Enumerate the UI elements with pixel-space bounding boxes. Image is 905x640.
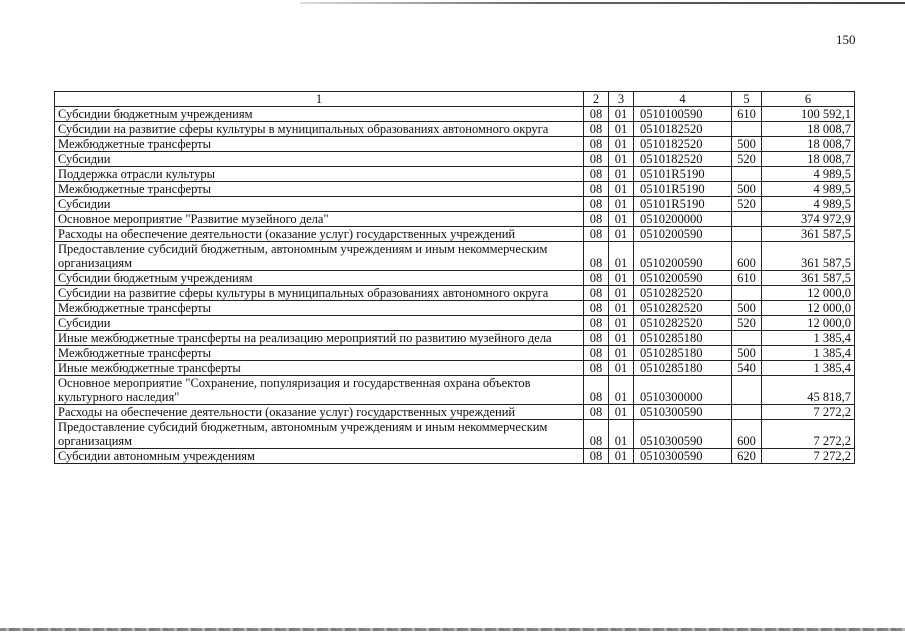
- row-expense-type: 520: [732, 197, 762, 212]
- row-subsection: 01: [609, 331, 634, 346]
- row-target-code: 05101R5190: [634, 167, 732, 182]
- row-subsection: 01: [609, 227, 634, 242]
- row-name: Основное мероприятие "Сохранение, популяризация и государственная охрана объектов культурного наследия": [55, 376, 584, 405]
- row-name: Субсидии: [55, 152, 584, 167]
- row-subsection: 01: [609, 182, 634, 197]
- table-row: [55, 242, 855, 271]
- row-target-code: 0510282520: [634, 301, 732, 316]
- table-row: [55, 449, 855, 464]
- row-expense-type: 620: [732, 449, 762, 464]
- header-col-1: 1: [55, 92, 584, 107]
- table-row: [55, 167, 855, 182]
- row-subsection: 01: [609, 346, 634, 361]
- row-target-code: 0510282520: [634, 286, 732, 301]
- table-row: [55, 197, 855, 212]
- row-amount: 374 972,9: [762, 212, 855, 227]
- row-expense-type: 500: [732, 301, 762, 316]
- row-amount: 18 008,7: [762, 122, 855, 137]
- row-name: Межбюджетные трансферты: [55, 301, 584, 316]
- row-section: 08: [584, 316, 609, 331]
- budget-table: [54, 91, 855, 464]
- row-target-code: 05101R5190: [634, 197, 732, 212]
- row-expense-type: 520: [732, 152, 762, 167]
- header-col-2: 2: [584, 92, 609, 107]
- row-name: Субсидии бюджетным учреждениям: [55, 271, 584, 286]
- row-name: Расходы на обеспечение деятельности (оказание услуг) государственных учреждений: [55, 405, 584, 420]
- row-amount: 7 272,2: [762, 420, 855, 449]
- table-row: [55, 137, 855, 152]
- row-subsection: 01: [609, 301, 634, 316]
- row-name: Иные межбюджетные трансферты: [55, 361, 584, 376]
- row-subsection: 01: [609, 449, 634, 464]
- row-expense-type: 540: [732, 361, 762, 376]
- row-expense-type: 500: [732, 182, 762, 197]
- table-row: [55, 286, 855, 301]
- row-amount: 361 587,5: [762, 271, 855, 286]
- row-section: 08: [584, 182, 609, 197]
- table-row: [55, 331, 855, 346]
- row-expense-type: 610: [732, 271, 762, 286]
- row-target-code: 0510200590: [634, 242, 732, 271]
- row-name: Предоставление субсидий бюджетным, автономным учреждениям и иным некоммерческим организациям: [55, 420, 584, 449]
- row-name: Субсидии: [55, 197, 584, 212]
- row-subsection: 01: [609, 167, 634, 182]
- row-subsection: 01: [609, 137, 634, 152]
- row-expense-type: 500: [732, 346, 762, 361]
- row-amount: 12 000,0: [762, 286, 855, 301]
- row-section: 08: [584, 301, 609, 316]
- row-expense-type: [732, 331, 762, 346]
- table-row: [55, 227, 855, 242]
- table-row: [55, 346, 855, 361]
- row-target-code: 0510285180: [634, 346, 732, 361]
- table-row: [55, 316, 855, 331]
- row-subsection: 01: [609, 286, 634, 301]
- header-col-3: 3: [609, 92, 634, 107]
- row-amount: 100 592,1: [762, 107, 855, 122]
- row-subsection: 01: [609, 107, 634, 122]
- row-amount: 18 008,7: [762, 152, 855, 167]
- row-section: 08: [584, 137, 609, 152]
- row-subsection: 01: [609, 152, 634, 167]
- row-target-code: 0510300590: [634, 405, 732, 420]
- row-expense-type: [732, 286, 762, 301]
- row-section: 08: [584, 346, 609, 361]
- row-section: 08: [584, 361, 609, 376]
- table-row: [55, 122, 855, 137]
- row-expense-type: [732, 376, 762, 405]
- row-section: 08: [584, 212, 609, 227]
- row-section: 08: [584, 331, 609, 346]
- row-section: 08: [584, 271, 609, 286]
- row-name: Иные межбюджетные трансферты на реализацию мероприятий по развитию музейного дела: [55, 331, 584, 346]
- row-name: Межбюджетные трансферты: [55, 346, 584, 361]
- table-row: [55, 212, 855, 227]
- row-expense-type: 600: [732, 242, 762, 271]
- row-section: 08: [584, 227, 609, 242]
- row-amount: 18 008,7: [762, 137, 855, 152]
- scan-edge-top: [300, 2, 905, 4]
- row-target-code: 0510182520: [634, 152, 732, 167]
- row-target-code: 0510100590: [634, 107, 732, 122]
- row-expense-type: 500: [732, 137, 762, 152]
- row-expense-type: [732, 122, 762, 137]
- row-subsection: 01: [609, 197, 634, 212]
- row-section: 08: [584, 286, 609, 301]
- row-section: 08: [584, 152, 609, 167]
- row-expense-type: 610: [732, 107, 762, 122]
- header-col-6: 6: [762, 92, 855, 107]
- table-row: [55, 271, 855, 286]
- row-name: Субсидии: [55, 316, 584, 331]
- table-body: [55, 107, 855, 464]
- row-subsection: 01: [609, 271, 634, 286]
- table-row: [55, 182, 855, 197]
- page-number: 150: [836, 32, 856, 47]
- row-name: Межбюджетные трансферты: [55, 137, 584, 152]
- row-amount: 361 587,5: [762, 227, 855, 242]
- row-target-code: 0510200000: [634, 212, 732, 227]
- row-target-code: 0510300000: [634, 376, 732, 405]
- row-amount: 1 385,4: [762, 361, 855, 376]
- row-expense-type: [732, 405, 762, 420]
- header-col-4: 4: [634, 92, 732, 107]
- row-name: Основное мероприятие "Развитие музейного дела": [55, 212, 584, 227]
- row-target-code: 0510282520: [634, 316, 732, 331]
- row-name: Субсидии на развитие сферы культуры в муниципальных образованиях автономного округа: [55, 286, 584, 301]
- row-subsection: 01: [609, 316, 634, 331]
- row-target-code: 0510200590: [634, 227, 732, 242]
- row-target-code: 0510300590: [634, 449, 732, 464]
- row-subsection: 01: [609, 361, 634, 376]
- header-row: [55, 92, 855, 107]
- row-section: 08: [584, 449, 609, 464]
- row-amount: 361 587,5: [762, 242, 855, 271]
- row-section: 08: [584, 376, 609, 405]
- scan-edge-bottom: [0, 628, 905, 631]
- row-target-code: 0510182520: [634, 137, 732, 152]
- row-section: 08: [584, 405, 609, 420]
- row-amount: 1 385,4: [762, 346, 855, 361]
- row-subsection: 01: [609, 376, 634, 405]
- row-amount: 1 385,4: [762, 331, 855, 346]
- table-row: [55, 152, 855, 167]
- header-col-5: 5: [732, 92, 762, 107]
- row-amount: 4 989,5: [762, 182, 855, 197]
- row-section: 08: [584, 420, 609, 449]
- row-section: 08: [584, 197, 609, 212]
- table-row: [55, 376, 855, 405]
- row-expense-type: 600: [732, 420, 762, 449]
- row-amount: 4 989,5: [762, 167, 855, 182]
- row-amount: 4 989,5: [762, 197, 855, 212]
- table-row: [55, 405, 855, 420]
- row-expense-type: [732, 227, 762, 242]
- table-row: [55, 301, 855, 316]
- row-amount: 7 272,2: [762, 449, 855, 464]
- row-section: 08: [584, 107, 609, 122]
- row-subsection: 01: [609, 420, 634, 449]
- row-amount: 12 000,0: [762, 316, 855, 331]
- row-target-code: 0510300590: [634, 420, 732, 449]
- row-target-code: 0510200590: [634, 271, 732, 286]
- row-name: Предоставление субсидий бюджетным, автономным учреждениям и иным некоммерческим организациям: [55, 242, 584, 271]
- table-row: [55, 420, 855, 449]
- row-amount: 7 272,2: [762, 405, 855, 420]
- row-name: Субсидии бюджетным учреждениям: [55, 107, 584, 122]
- row-subsection: 01: [609, 405, 634, 420]
- row-name: Межбюджетные трансферты: [55, 182, 584, 197]
- row-target-code: 05101R5190: [634, 182, 732, 197]
- row-target-code: 0510285180: [634, 331, 732, 346]
- row-subsection: 01: [609, 242, 634, 271]
- row-section: 08: [584, 167, 609, 182]
- row-name: Расходы на обеспечение деятельности (оказание услуг) государственных учреждений: [55, 227, 584, 242]
- row-subsection: 01: [609, 122, 634, 137]
- row-name: Субсидии на развитие сферы культуры в муниципальных образованиях автономного округа: [55, 122, 584, 137]
- row-target-code: 0510285180: [634, 361, 732, 376]
- table-row: [55, 361, 855, 376]
- row-expense-type: 520: [732, 316, 762, 331]
- row-subsection: 01: [609, 212, 634, 227]
- row-name: Субсидии автономным учреждениям: [55, 449, 584, 464]
- row-amount: 45 818,7: [762, 376, 855, 405]
- row-amount: 12 000,0: [762, 301, 855, 316]
- row-expense-type: [732, 167, 762, 182]
- table-row: [55, 107, 855, 122]
- row-expense-type: [732, 212, 762, 227]
- row-section: 08: [584, 122, 609, 137]
- row-section: 08: [584, 242, 609, 271]
- row-name: Поддержка отрасли культуры: [55, 167, 584, 182]
- row-target-code: 0510182520: [634, 122, 732, 137]
